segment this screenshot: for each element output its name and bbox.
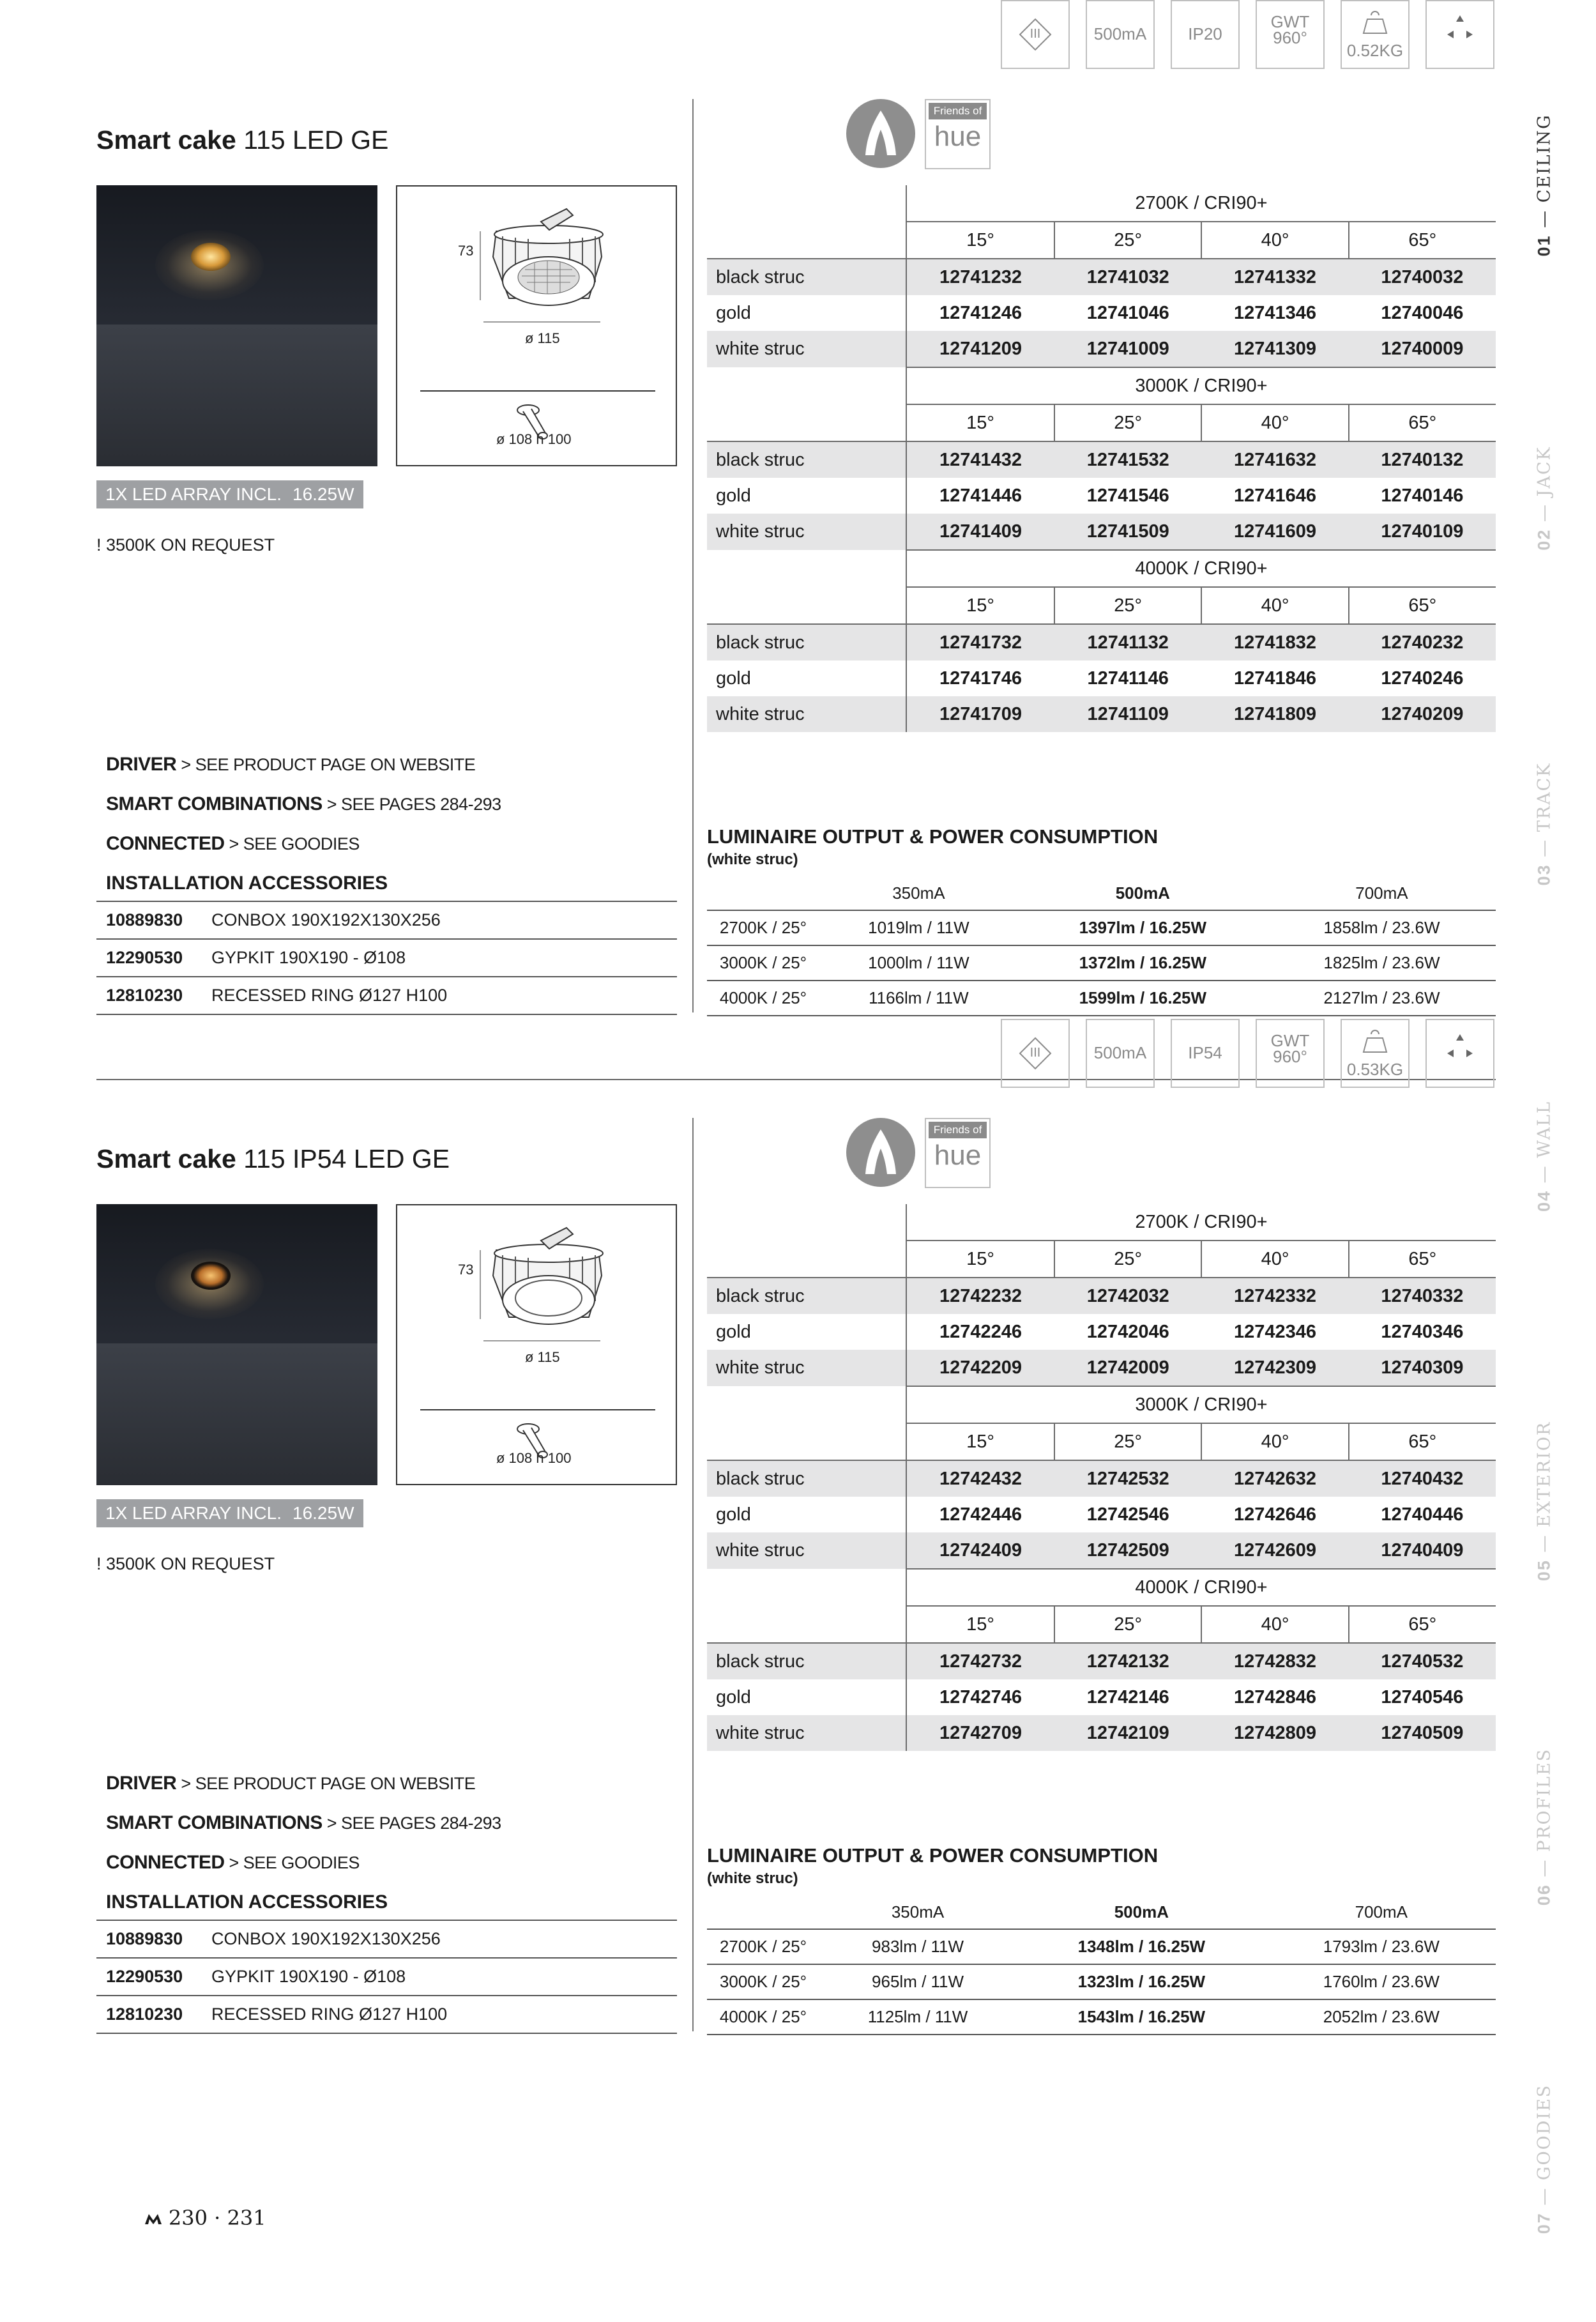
height-dimension: 73: [458, 1262, 474, 1278]
beam-angle: 25°: [1054, 222, 1201, 259]
ip-rating-badge: IP20: [1171, 0, 1240, 69]
nav-track[interactable]: 03 — TRACK: [1534, 762, 1554, 886]
luminaire-output-title: LUMINAIRE OUTPUT & POWER CONSUMPTION: [707, 1844, 1159, 1867]
current-badge: 500mA: [1086, 1019, 1155, 1088]
accessories-title: INSTALLATION ACCESSORIES: [106, 1891, 388, 1913]
table-row: white struc 12742209 12742009 12742309 12740309: [707, 1350, 1496, 1386]
class-iii-icon: III: [1001, 0, 1070, 69]
driver-info: DRIVER > SEE PRODUCT PAGE ON WEBSITE: [106, 754, 476, 775]
table-row: 3000K / 25° 1000lm / 11W 1372lm / 16.25W 1825lm / 23.6W: [707, 945, 1496, 981]
technical-drawing: [396, 185, 677, 466]
hue-icon: Friends of hue: [925, 1118, 991, 1188]
table-row: 3000K / 25° 965lm / 11W 1323lm / 16.25W 1760lm / 23.6W: [707, 1964, 1496, 1999]
driver-info: DRIVER > SEE PRODUCT PAGE ON WEBSITE: [106, 1773, 476, 1794]
table-row: 4000K / 25° 1125lm / 11W 1543lm / 16.25W 2052lm / 23.6W: [707, 1999, 1496, 2035]
diameter-dimension: ø 115: [525, 1349, 560, 1365]
gwt-badge: GWT 960°: [1256, 0, 1325, 69]
table-row: white struc 12741709 12741109 12741809 12740209: [707, 696, 1496, 732]
table-row: black struc 12741432 12741532 12741632 12740132: [707, 441, 1496, 478]
table-row: gold 12742246 12742046 12742346 12740346: [707, 1314, 1496, 1350]
weight-icon: 0.52KG: [1341, 0, 1410, 69]
table-row: gold 12741746 12741146 12741846 12740246: [707, 661, 1496, 696]
column-divider: [692, 99, 694, 1012]
page-footer: [144, 2206, 266, 2230]
connected-info: CONNECTED > SEE GOODIES: [106, 1852, 360, 1873]
request-note: ! 3500K ON REQUEST: [96, 1554, 275, 1573]
table-row: 2700K / 25° 983lm / 11W 1348lm / 16.25W 1793lm / 23.6W: [707, 1929, 1496, 1964]
nav-wall[interactable]: 04 — WALL: [1534, 1101, 1554, 1212]
nav-goodies[interactable]: 07 — GOODIES: [1534, 2084, 1554, 2234]
nav-profiles[interactable]: 06 — PROFILES: [1534, 1748, 1554, 1906]
luminaire-output-subtitle: (white struc): [707, 851, 798, 868]
table-row: 12290530 GYPKIT 190X190 - Ø108: [96, 1958, 677, 1996]
weight-icon: 0.53KG: [1341, 1019, 1410, 1088]
aluminium-logo-icon: [846, 99, 915, 168]
product-section-2: [0, 1019, 1596, 2041]
cutout-dimension: ø 108 h 100: [496, 431, 572, 447]
color-temp-header: 3000K / CRI90+: [906, 367, 1496, 404]
order-code-table: 2700K / CRI90+ 15° 25° 40° 65° black struc 12741232 12741032 12741332 12740032 gold 12741246 12741046 12741346 12740046 white struc 12741209 12741009 12741309 12740009 3000K / CRI90+ 15° 25° 40° 65° black struc 12741432 12741532 12741632 12740132 gold 12741446 12741546 12741646 12740146 white struc 12741409 12741509 12741609 12740109 4000K / CRI90+ 15° 25° 40° 65° black struc 12741732 12741132 12741832 12740232 gold 12741746 12741146 12741846 12740246 white struc 12741709 12741109 12741809 12740209: [707, 185, 1496, 732]
beam-angle: 40°: [1201, 222, 1348, 259]
smart-combinations-info: SMART COMBINATIONS > SEE PAGES 284-293: [106, 793, 501, 814]
table-row: gold 12741446 12741546 12741646 12740146: [707, 478, 1496, 514]
color-temp-header: 3000K / CRI90+: [906, 1386, 1496, 1423]
product-section-1: [0, 0, 1596, 1022]
wattage-tag: 16.25W: [284, 1499, 363, 1527]
gwt-badge: GWT 960°: [1256, 1019, 1325, 1088]
table-row: white struc 12742409 12742509 12742609 12740409: [707, 1532, 1496, 1569]
accessories-table: [96, 901, 677, 1015]
color-temp-header: 4000K / CRI90+: [906, 550, 1496, 587]
request-note: ! 3500K ON REQUEST: [96, 535, 275, 554]
table-row: gold 12741246 12741046 12741346 12740046: [707, 295, 1496, 331]
table-row: black struc 12741232 12741032 12741332 12740032: [707, 259, 1496, 295]
smart-combinations-info: SMART COMBINATIONS > SEE PAGES 284-293: [106, 1812, 501, 1833]
order-code-table: 2700K / CRI90+ 15° 25° 40° 65° black struc 12742232 12742032 12742332 12740332 gold 12742246 12742046 12742346 12740346 white struc 12742209 12742009 12742309 12740309 3000K / CRI90+ 15° 25° 40° 65° black struc 12742432 12742532 12742632 12740432 gold 12742446 12742546 12742646 12740446 white struc 12742409 12742509 12742609 12740409 4000K / CRI90+ 15° 25° 40° 65° black struc 12742732 12742132 12742832 12740532 gold 12742746 12742146 12742846 12740546 white struc 12742709 12742109 12742809 12740509: [707, 1204, 1496, 1751]
brand-logo-icon: [144, 2206, 169, 2229]
luminaire-output-table: 350mA 500mA 700mA 2700K / 25° 983lm / 11W 1348lm / 16.25W 1793lm / 23.6W 3000K / 25° 965lm / 11W 1323lm / 16.25W 1760lm / 23.6W 4000K / 25° 1125lm / 11W 1543lm / 16.25W 2052lm / 23.6W: [707, 1895, 1496, 2035]
table-row: white struc 12741209 12741009 12741309 12740009: [707, 331, 1496, 367]
table-row: black struc 12742732 12742132 12742832 12740532: [707, 1643, 1496, 1679]
diameter-dimension: ø 115: [525, 330, 560, 346]
table-row: 4000K / 25° 1166lm / 11W 1599lm / 16.25W 2127lm / 23.6W: [707, 981, 1496, 1016]
table-row: white struc 12742709 12742109 12742809 12740509: [707, 1715, 1496, 1751]
accessories-table: [96, 1920, 677, 2034]
technical-drawing: [396, 1204, 677, 1485]
table-row: 12810230 RECESSED RING Ø127 H100: [96, 1996, 677, 2033]
luminaire-output-table: 350mA 500mA 700mA 2700K / 25° 1019lm / 11W 1397lm / 16.25W 1858lm / 23.6W 3000K / 25° 1000lm / 11W 1372lm / 16.25W 1825lm / 23.6W 4000K / 25° 1166lm / 11W 1599lm / 16.25W 2127lm / 23.6W: [707, 876, 1496, 1016]
color-temp-header: 2700K / CRI90+: [906, 185, 1496, 222]
nav-exterior[interactable]: 05 — EXTERIOR: [1534, 1421, 1554, 1582]
accessories-title: INSTALLATION ACCESSORIES: [106, 873, 388, 894]
table-row: 10889830 CONBOX 190X192X130X256: [96, 901, 677, 939]
hue-icon: Friends of hue: [925, 99, 991, 169]
current-badge: 500mA: [1086, 0, 1155, 69]
ip-rating-badge: IP54: [1171, 1019, 1240, 1088]
aluminium-logo-icon: [846, 1118, 915, 1187]
table-row: 2700K / 25° 1019lm / 11W 1397lm / 16.25W 1858lm / 23.6W: [707, 910, 1496, 945]
luminaire-output-title: LUMINAIRE OUTPUT & POWER CONSUMPTION: [707, 825, 1159, 848]
table-row: white struc 12741409 12741509 12741609 12740109: [707, 514, 1496, 550]
adjustable-arrows-icon: [1425, 1019, 1494, 1088]
nav-ceiling[interactable]: 01 — CEILING: [1534, 114, 1554, 257]
product-photo: [96, 1204, 377, 1485]
page-numbers: 230 · 231: [168, 2206, 266, 2230]
nav-jack[interactable]: 02 — JACK: [1534, 446, 1554, 551]
table-row: 10889830 CONBOX 190X192X130X256: [96, 1920, 677, 1958]
cutout-dimension: ø 108 h 100: [496, 1450, 572, 1466]
height-dimension: 73: [458, 243, 474, 259]
table-row: black struc 12742432 12742532 12742632 12740432: [707, 1460, 1496, 1497]
adjustable-arrows-icon: [1425, 0, 1494, 69]
led-array-tag: 1X LED ARRAY INCL.: [96, 1499, 291, 1527]
table-row: gold 12742446 12742546 12742646 12740446: [707, 1497, 1496, 1532]
class-iii-icon: III: [1001, 1019, 1070, 1088]
table-row: 12810230 RECESSED RING Ø127 H100: [96, 977, 677, 1014]
table-row: gold 12742746 12742146 12742846 12740546: [707, 1679, 1496, 1715]
led-array-tag: 1X LED ARRAY INCL.: [96, 480, 291, 508]
table-row: black struc 12741732 12741132 12741832 12740232: [707, 624, 1496, 661]
beam-angle: 65°: [1349, 222, 1496, 259]
table-row: 12290530 GYPKIT 190X190 - Ø108: [96, 939, 677, 977]
table-row: black struc 12742232 12742032 12742332 12740332: [707, 1278, 1496, 1314]
luminaire-output-subtitle: (white struc): [707, 1870, 798, 1887]
color-temp-header: 2700K / CRI90+: [906, 1204, 1496, 1241]
product-title: Smart cake 115 IP54 LED GE: [96, 1144, 450, 1173]
color-temp-header: 4000K / CRI90+: [906, 1569, 1496, 1606]
product-title: Smart cake 115 LED GE: [96, 125, 389, 155]
column-divider: [692, 1118, 694, 2031]
product-photo: [96, 185, 377, 466]
wattage-tag: 16.25W: [284, 480, 363, 508]
connected-info: CONNECTED > SEE GOODIES: [106, 833, 360, 854]
beam-angle: 15°: [906, 222, 1054, 259]
